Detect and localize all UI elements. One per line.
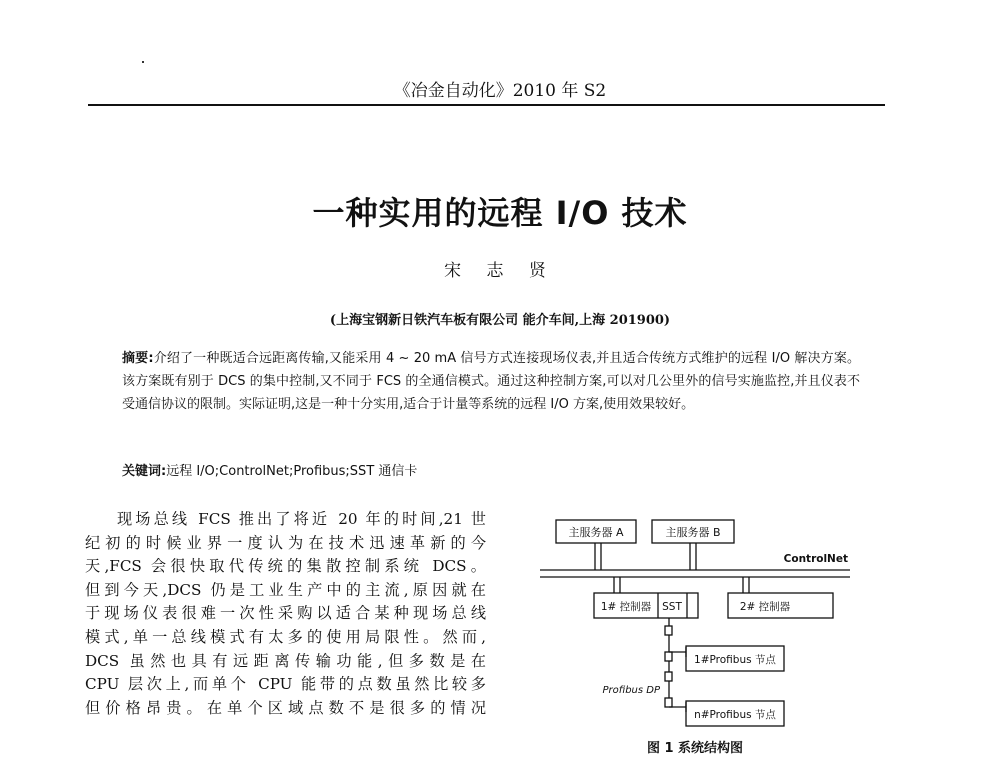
body-line: 但价格昂贵。在单个区域点数不是很多的情况 xyxy=(85,698,486,717)
controlnet-label: ControlNet xyxy=(783,553,848,565)
body-line: 纪初的时候业界一度认为在技术迅速革新的今 xyxy=(85,533,486,552)
author-affiliation: (上海宝钢新日铁汽车板有限公司 能介车间,上海 201900) xyxy=(329,313,671,328)
body-line: DCS 虽然也具有远距离传输功能,但多数是在 xyxy=(85,651,486,670)
keywords-label: 关键词: xyxy=(122,464,167,479)
figure-caption: 图 1 系统结构图 xyxy=(646,741,744,756)
article-title: 一种实用的远程 I/O 技术 xyxy=(312,194,688,232)
scan-speck xyxy=(142,61,144,63)
journal-header: 《冶金自动化》2010 年 S2 xyxy=(393,81,607,101)
body-line: 模式,单一总线模式有太多的使用局限性。然而, xyxy=(85,627,486,646)
abstract-text: 介绍了一种既适合远距离传输,又能采用 4 ~ 20 mA 信号方式连接现场仪表,并且适合传统方式维护的远程 I/O 解决方案。该方案既有别于 DCS 的集中控制,又不同于 FCS 的全通信模式。通过这种控制方案,可以对几公里外的信号实施监控,并且仪表不受通信协议的限制。实际证明,这是一种十分实用,适合于计量等系统的远程 I/O 方案,使用效果较好。 xyxy=(122,351,861,412)
body-line: 于现场仪表很难一次性采购以适合某种现场总线 xyxy=(85,604,486,623)
controller-1-label: 1# 控制器 xyxy=(600,601,652,613)
body-line: 现场总线 FCS 推出了将近 20 年的时间,21 世 xyxy=(117,510,486,528)
keywords xyxy=(122,460,860,479)
body-column xyxy=(85,508,486,720)
body-line: 但到今天,DCS 仍是工业生产中的主流,原因就在 xyxy=(85,580,486,599)
profibus-node-n-label: n#Profibus 节点 xyxy=(694,709,776,721)
controller-2-label: 2# 控制器 xyxy=(739,601,791,613)
abstract-label: 摘要: xyxy=(122,351,154,366)
abstract xyxy=(122,347,860,416)
header-rule xyxy=(88,104,885,106)
keywords-text: 远程 I/O;ControlNet;Profibus;SST 通信卡 xyxy=(166,464,418,479)
server-b-label: 主服务器 B xyxy=(665,526,721,539)
body-line: CPU 层次上,而单个 CPU 能带的点数虽然比较多 xyxy=(85,675,486,694)
server-a-label: 主服务器 A xyxy=(568,526,624,539)
system-structure-diagram xyxy=(540,512,860,728)
profibus-node-1-label: 1#Profibus 节点 xyxy=(694,654,776,666)
sst-label: SST xyxy=(662,601,682,613)
profibus-dp-label: Profibus DP xyxy=(602,685,660,696)
article-author: 宋 志 贤 xyxy=(444,261,556,281)
body-line: 天,FCS 会很快取代传统的集散控制系统 DCS。 xyxy=(85,557,486,576)
